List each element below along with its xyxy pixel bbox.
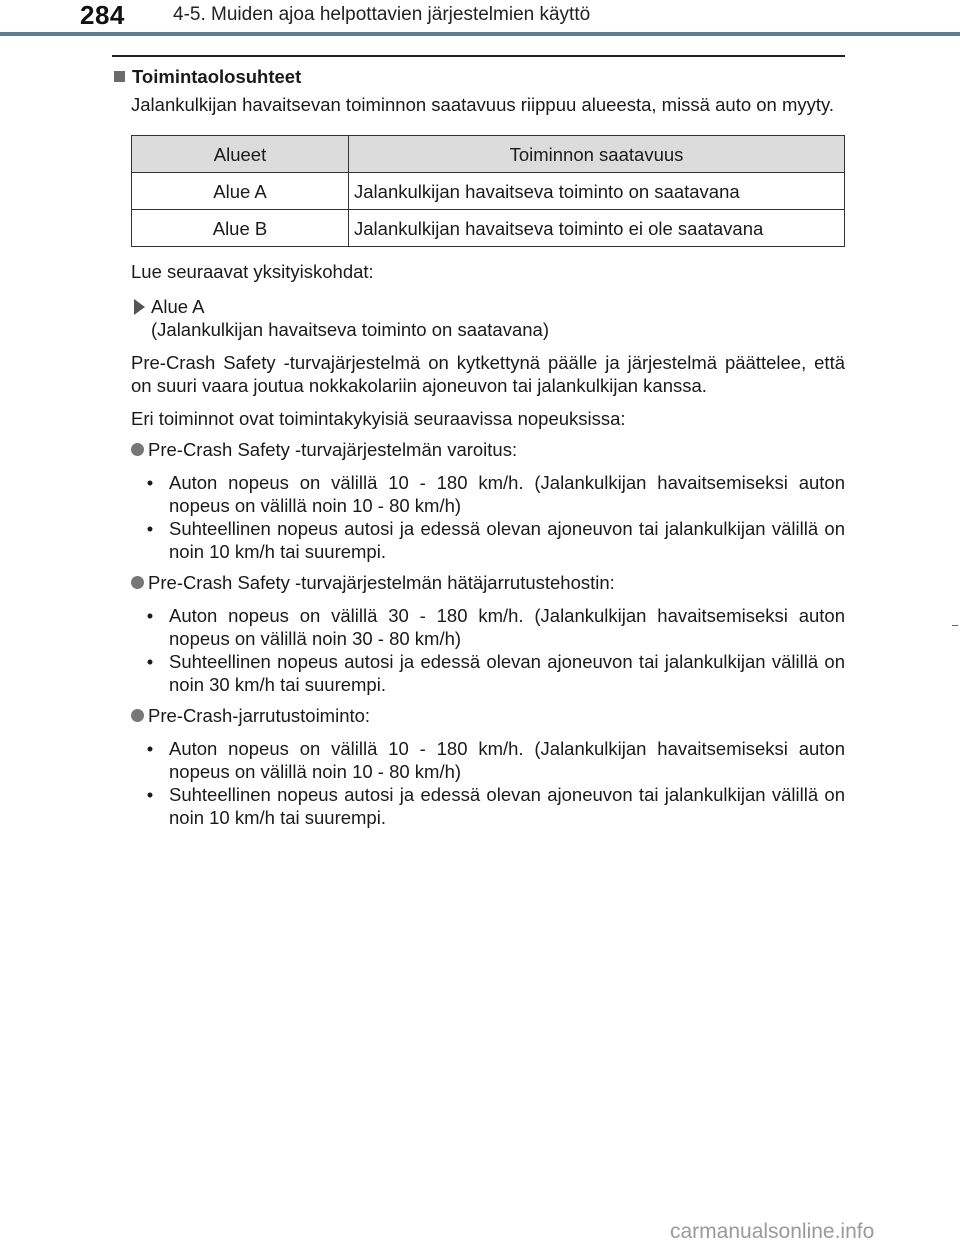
condition-text: Suhteellinen nopeus autosi ja edessä olevan ajoneuvon tai jalankulkijan välillä on noin 30 km/h tai suurempi.: [169, 651, 845, 695]
condition-text: Auton nopeus on välillä 10 - 180 km/h. (Jalankulkijan havaitsemiseksi auton nopeus on välillä noin 10 - 80 km/h): [169, 738, 845, 782]
condition-text: Suhteellinen nopeus autosi ja edessä olevan ajoneuvon tai jalankulkijan välillä on noin 10 km/h tai suurempi.: [169, 518, 845, 562]
list-item: [131, 650, 845, 696]
circle-bullet-icon: [131, 576, 144, 589]
table-cell: Jalankulkijan havaitseva toiminto on saatavana: [349, 173, 845, 210]
table-row: [132, 173, 845, 210]
bullet-mark: •: [146, 472, 154, 493]
table-header-cell: Alueet: [132, 136, 349, 173]
table-cell: Alue A: [132, 173, 349, 210]
condition-text: Auton nopeus on välillä 10 - 180 km/h. (Jalankulkijan havaitsemiseksi auton nopeus on välillä noin 10 - 80 km/h): [169, 472, 845, 516]
function-item: [131, 438, 845, 461]
page-edge-mark: [952, 625, 958, 626]
section-divider: [112, 55, 845, 57]
condition-text: Auton nopeus on välillä 30 - 180 km/h. (Jalankulkijan havaitsemiseksi auton nopeus on välillä noin 30 - 80 km/h): [169, 605, 845, 649]
list-item: [131, 604, 845, 650]
table-header-cell: Toiminnon saatavuus: [349, 136, 845, 173]
triangle-bullet-icon: [134, 299, 145, 315]
bullet-mark: •: [146, 651, 154, 672]
watermark-text: carmanualsonline.info: [670, 1220, 875, 1243]
circle-bullet-icon: [131, 709, 144, 722]
availability-table: [131, 135, 845, 247]
function-title: Pre-Crash-jarrutustoiminto:: [148, 705, 371, 726]
table-header-row: [132, 136, 845, 173]
function-list: [131, 438, 845, 829]
speeds-intro: Eri toiminnot ovat toimintakykyisiä seuraavissa nopeuksissa:: [131, 408, 626, 429]
section-intro: Jalankulkijan havaitsevan toiminnon saatavuus riippuu alueesta, missä auto on myyty.: [131, 94, 835, 115]
bullet-mark: •: [146, 784, 154, 805]
bullet-mark: •: [146, 518, 154, 539]
area-subtitle: (Jalankulkijan havaitseva toiminto on saatavana): [151, 319, 549, 340]
condition-list: [131, 471, 845, 563]
list-item: [131, 517, 845, 563]
chapter-title: 4-5. Muiden ajoa helpottavien järjestelmien käyttö: [173, 4, 591, 25]
section-heading-text: Toimintaolosuhteet: [132, 65, 302, 87]
area-item: [131, 295, 845, 341]
function-item: [131, 704, 845, 727]
list-item: [131, 471, 845, 517]
page-header: [0, 0, 960, 40]
function-item: [131, 571, 845, 594]
details-lead: Lue seuraavat yksityiskohdat:: [131, 261, 374, 282]
function-title: Pre-Crash Safety -turvajärjestelmän varoitus:: [148, 439, 518, 460]
bullet-mark: •: [146, 605, 154, 626]
list-item: [131, 737, 845, 783]
table-cell: Jalankulkijan havaitseva toiminto ei ole saatavana: [349, 210, 845, 247]
table-row: [132, 210, 845, 247]
area-title: Alue A: [151, 296, 205, 317]
list-item: [131, 783, 845, 829]
condition-list: [131, 604, 845, 696]
bullet-mark: •: [146, 738, 154, 759]
page-number: 284: [80, 0, 125, 30]
header-divider: [0, 32, 960, 36]
square-bullet-icon: [114, 71, 125, 82]
function-title: Pre-Crash Safety -turvajärjestelmän hätäjarrutustehostin:: [148, 572, 615, 593]
description-paragraph: Pre-Crash Safety -turvajärjestelmä on kytkettynä päälle ja järjestelmä päättelee, että on suuri vaara joutua nokkakolariin ajoneuvon tai jalankulkijan kanssa.: [131, 352, 845, 396]
table-cell: Alue B: [132, 210, 349, 247]
condition-text: Suhteellinen nopeus autosi ja edessä olevan ajoneuvon tai jalankulkijan välillä on noin 10 km/h tai suurempi.: [169, 784, 845, 828]
page-content: [112, 64, 845, 829]
circle-bullet-icon: [131, 443, 144, 456]
condition-list: [131, 737, 845, 829]
section-heading: [112, 64, 845, 88]
